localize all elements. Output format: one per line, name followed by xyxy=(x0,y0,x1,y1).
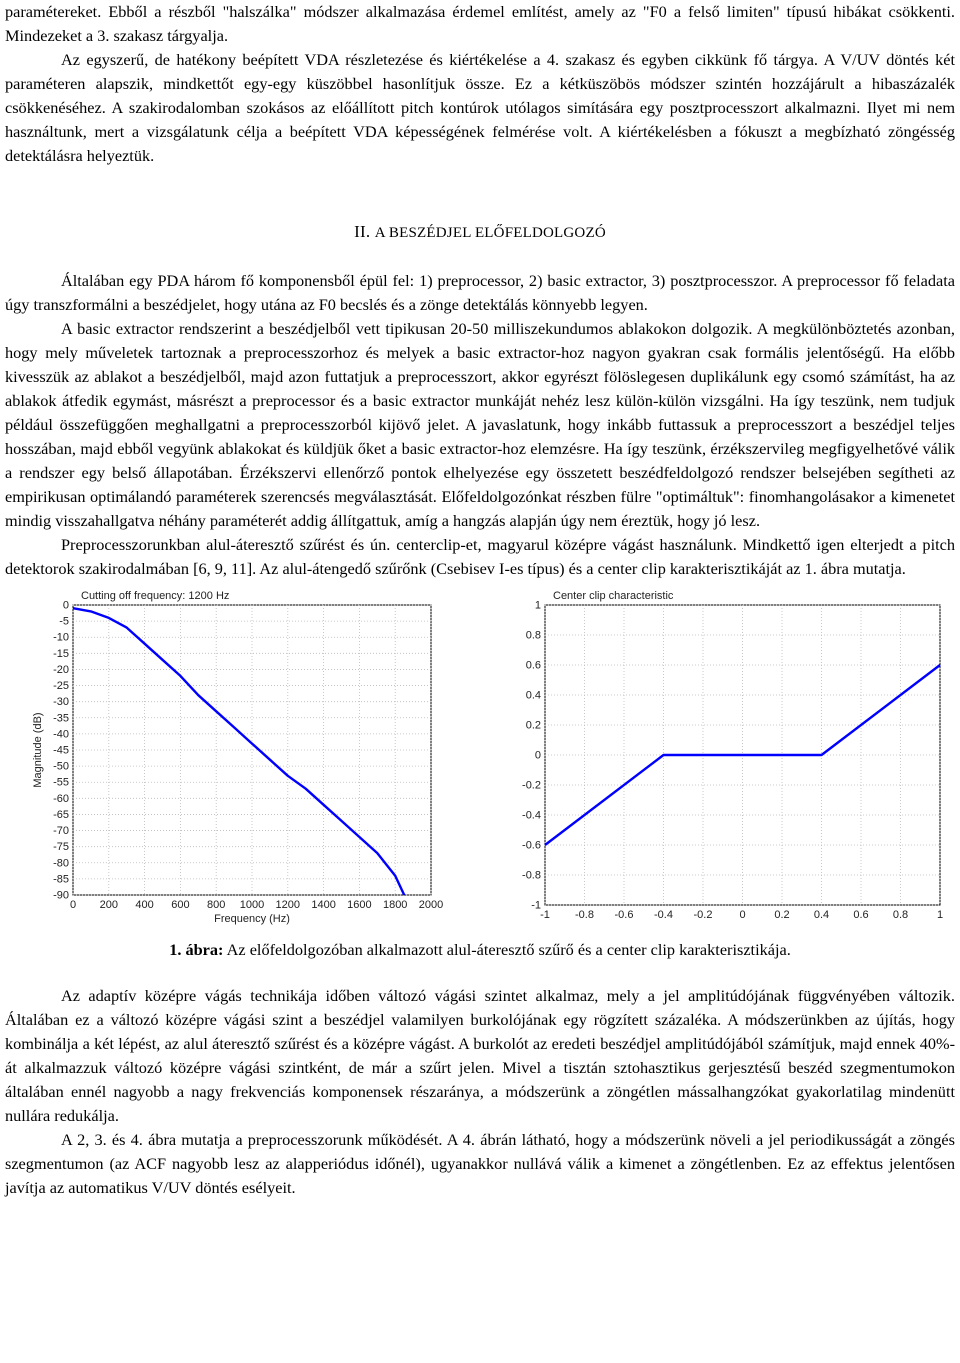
y-tick-label: -15 xyxy=(53,647,69,660)
x-tick-label: 400 xyxy=(135,899,154,911)
y-tick-label: 0.8 xyxy=(525,629,541,642)
x-axis-label: Frequency (Hz) xyxy=(214,913,290,925)
x-tick-label: 1 xyxy=(936,909,944,921)
body-paragraph-2: A basic extractor rendszerint a beszédjelből vett tipikusan 20-50 milliszekundumos ablakokon dolgozik. A megkülönböztetés azonban, hogy mely műveletek tartoznak a preprocesszorhoz és melyek a basic extractor-hoz nagyon gyakran csak formális jelentőségű. Ha előbb kivesszük az ablakot a beszédjelből, majd azon futtatjuk a preprocesszort, akkor egyrészt fölöslegesen duplikálunk egy csomó számítást, ha az ablakok átfedik egymást, másrészt a preprocessor és a basic extractor munkáját nehéz lesz külön-külön vizsgálni. Ha így teszünk, nem tudjuk például összefüggően meghallgatni a preprocesszorból kijövő jelet. A javaslatunk, hogy inkább futtassuk a preprocesszort a beszédjel teljes hosszában, majd ebből vegyünk ablakokat és küldjük őket a basic extractor-hoz elemzésre. Ha így teszünk, érzékszervileg megfigyelhetővé válik a rendszer egy belső állapotában. Érzékszervi ellenőrző pontok elhelyezése egy összetett beszédfeldolgozó rendszer belsejében segítheti az empirikusan optimálandó paraméterek szerencsés megválasztását. Előfeldolgozónkat részben fülre "optimáltuk": finomhangolásakor a kimenetet mindig visszahallgatva néhány paraméterét addig állítgattuk, amíg a hangzás alapján úgy nem éreztük, hogy jó lesz. xyxy=(5,319,955,530)
y-tick-label: -55 xyxy=(53,776,69,789)
x-tick-label: 1600 xyxy=(347,899,372,911)
y-tick-label: -1 xyxy=(531,899,541,912)
center-clip-svg xyxy=(515,591,955,931)
y-tick-label: -0.4 xyxy=(522,809,541,822)
y-tick-label: -10 xyxy=(53,631,69,644)
x-tick-label: 0.8 xyxy=(892,909,909,921)
x-tick-label: 1000 xyxy=(239,899,265,911)
y-tick-label: 1 xyxy=(534,599,541,612)
y-tick-label: -35 xyxy=(53,712,69,725)
y-tick-label: -0.8 xyxy=(522,869,541,882)
x-tick-label: -0.8 xyxy=(575,909,594,921)
y-tick-label: 0.4 xyxy=(525,689,541,702)
figure-1 xyxy=(5,585,955,935)
x-tick-label: 0 xyxy=(739,909,746,921)
body-paragraph-3: Preprocesszorunkban alul-áteresztő szűrést és ún. centerclip-et, magyarul középre vágást használunk. Mindkettő igen elterjedt a pitch detektorok szakirodalmában [6, 9, 11]. Az alul-átengedő szűrőnk (Csebisev I-es típus) és a center clip karakterisztikáját az 1. ábra mutatja. xyxy=(5,535,955,578)
figure-caption-label: 1. ábra: xyxy=(169,940,224,959)
x-tick-label: -0.6 xyxy=(614,909,634,921)
section-heading xyxy=(5,220,955,245)
y-tick-label: -70 xyxy=(53,825,69,838)
x-tick-label: 1800 xyxy=(382,899,408,911)
x-tick-label: 1200 xyxy=(275,899,301,911)
x-tick-label: 0.2 xyxy=(774,909,790,921)
x-tick-label: 1400 xyxy=(311,899,336,911)
section-title: A BESZÉDJEL ELŐFELDOLGOZÓ xyxy=(374,225,606,241)
figure-caption-text: Az előfeldolgozóban alkalmazott alul-áteresztő szűrő és a center clip karakterisztikája. xyxy=(226,940,791,959)
document-page xyxy=(5,0,955,1200)
x-tick-label: 0 xyxy=(69,899,77,911)
chart-title: Center clip characteristic xyxy=(553,591,674,602)
y-tick-label: -45 xyxy=(53,744,69,757)
y-tick-label: -90 xyxy=(53,889,69,902)
intro-paragraph-1: paramétereket. Ebből a részből "halszálka" módszer alkalmazása érdemel említést, amely az "F0 a felső limiten" típusú hibákat csökkenti. Mindezeket a 3. szakasz tárgyalja. xyxy=(5,2,955,45)
chart-title: Cutting off frequency: 1200 Hz xyxy=(81,591,230,602)
lowpass-filter-svg xyxy=(33,591,453,931)
y-tick-label: -65 xyxy=(53,808,69,821)
x-tick-label: -0.4 xyxy=(654,909,673,921)
y-tick-label: -75 xyxy=(53,841,69,854)
intro-paragraph-2: Az egyszerű, de hatékony beépített VDA részletezése és kiértékelése a 4. szakasz és egyben cikkünk fő tárgya. A V/UV döntés két paraméteren alapszik, mindkettőt egy-egy küszöbbel hasonlítjuk össze. Ez a kétküszöbös módszer szintén hozzájárult a hibaszázalék csökkenéséhez. A szakirodalomban szokásos az előállított pitch kontúrok utólagos simítására egy posztprocesszort alkalmazni. Ilyet mi nem használtunk, mert a vizsgálatunk célja a beépített VDA képességének felmérése volt. A kiértékelésben a fókuszt a megbízható zöngésség detektálásra helyeztük. xyxy=(5,50,955,165)
y-tick-label: 0.2 xyxy=(525,719,541,732)
x-tick-label: 600 xyxy=(171,899,190,911)
x-tick-label: 0.4 xyxy=(813,909,830,921)
section-number: II. xyxy=(354,222,371,241)
y-tick-label: -50 xyxy=(53,760,69,773)
after-paragraph-2: A 2, 3. és 4. ábra mutatja a preprocesszorunk működését. A 4. ábrán látható, hogy a módszerünk növeli a jel periodikusságát a zöngés szegmentumon (az ACF nagyobb lesz az alapperiódus időnél), ugyanakkor nullává válik a kimenet a zöngétlenben. Ez az effektus jelentősen javítja az automatikus V/UV döntés esélyeit. xyxy=(5,1130,955,1197)
x-tick-label: -0.2 xyxy=(693,909,713,921)
after-paragraph-1: Az adaptív középre vágás technikája időben változó vágási szintet alkalmaz, mely a jel amplitúdójának függvényében változik. Általában ez a változó középre vágási szint a beszédjel valamilyen burkolójának egy rögzített százaléka. A módszerünkben az újítás, hogy kombinálja a két lépést, az alul áteresztő szűrést és a középre vágást. A burkolót az eredeti beszédjel amplitúdójából számítjuk, majd ennek 40%-át alkalmazzuk változó középre vágási szintként, de már a szűrt jelen. Mivel a tisztán sztohasztikus gerjesztésű beszéd szegmentumokon általában ennél nagyobb a nagy frekvenciás komponensek részaránya, a módszerünk a zöngétlen mássalhangzókat gyakorlatilag mindenütt nullára redukálja. xyxy=(5,986,955,1125)
x-tick-label: 2000 xyxy=(418,899,444,911)
figure-caption xyxy=(5,938,955,962)
y-tick-label: -80 xyxy=(53,857,69,870)
lowpass-filter-chart xyxy=(33,591,453,938)
x-tick-label: 0.6 xyxy=(853,909,869,921)
y-tick-label: -25 xyxy=(53,680,69,693)
y-axis-label: Magnitude (dB) xyxy=(33,712,44,788)
y-tick-label: -60 xyxy=(53,792,69,805)
y-tick-label: 0 xyxy=(62,599,69,612)
x-tick-label: -1 xyxy=(540,909,550,921)
y-tick-label: -5 xyxy=(59,615,69,628)
x-tick-label: 800 xyxy=(207,899,226,911)
y-tick-label: -20 xyxy=(53,663,69,676)
center-clip-chart xyxy=(515,591,955,938)
y-tick-label: -0.2 xyxy=(522,779,541,792)
y-tick-label: -40 xyxy=(53,728,69,741)
y-tick-label: -30 xyxy=(53,696,69,709)
y-tick-label: 0 xyxy=(534,749,541,762)
y-tick-label: -85 xyxy=(53,873,69,886)
x-tick-label: 200 xyxy=(99,899,118,911)
body-paragraph-1: Általában egy PDA három fő komponensből épül fel: 1) preprocessor, 2) basic extractor, 3) posztprocesszor. A preprocessor fő feladata úgy transzformálni a beszédjelet, hogy utána az F0 becslés és a zönge detektálás könnyebb legyen. xyxy=(5,271,955,314)
y-tick-label: 0.6 xyxy=(525,659,541,672)
y-tick-label: -0.6 xyxy=(522,839,541,852)
